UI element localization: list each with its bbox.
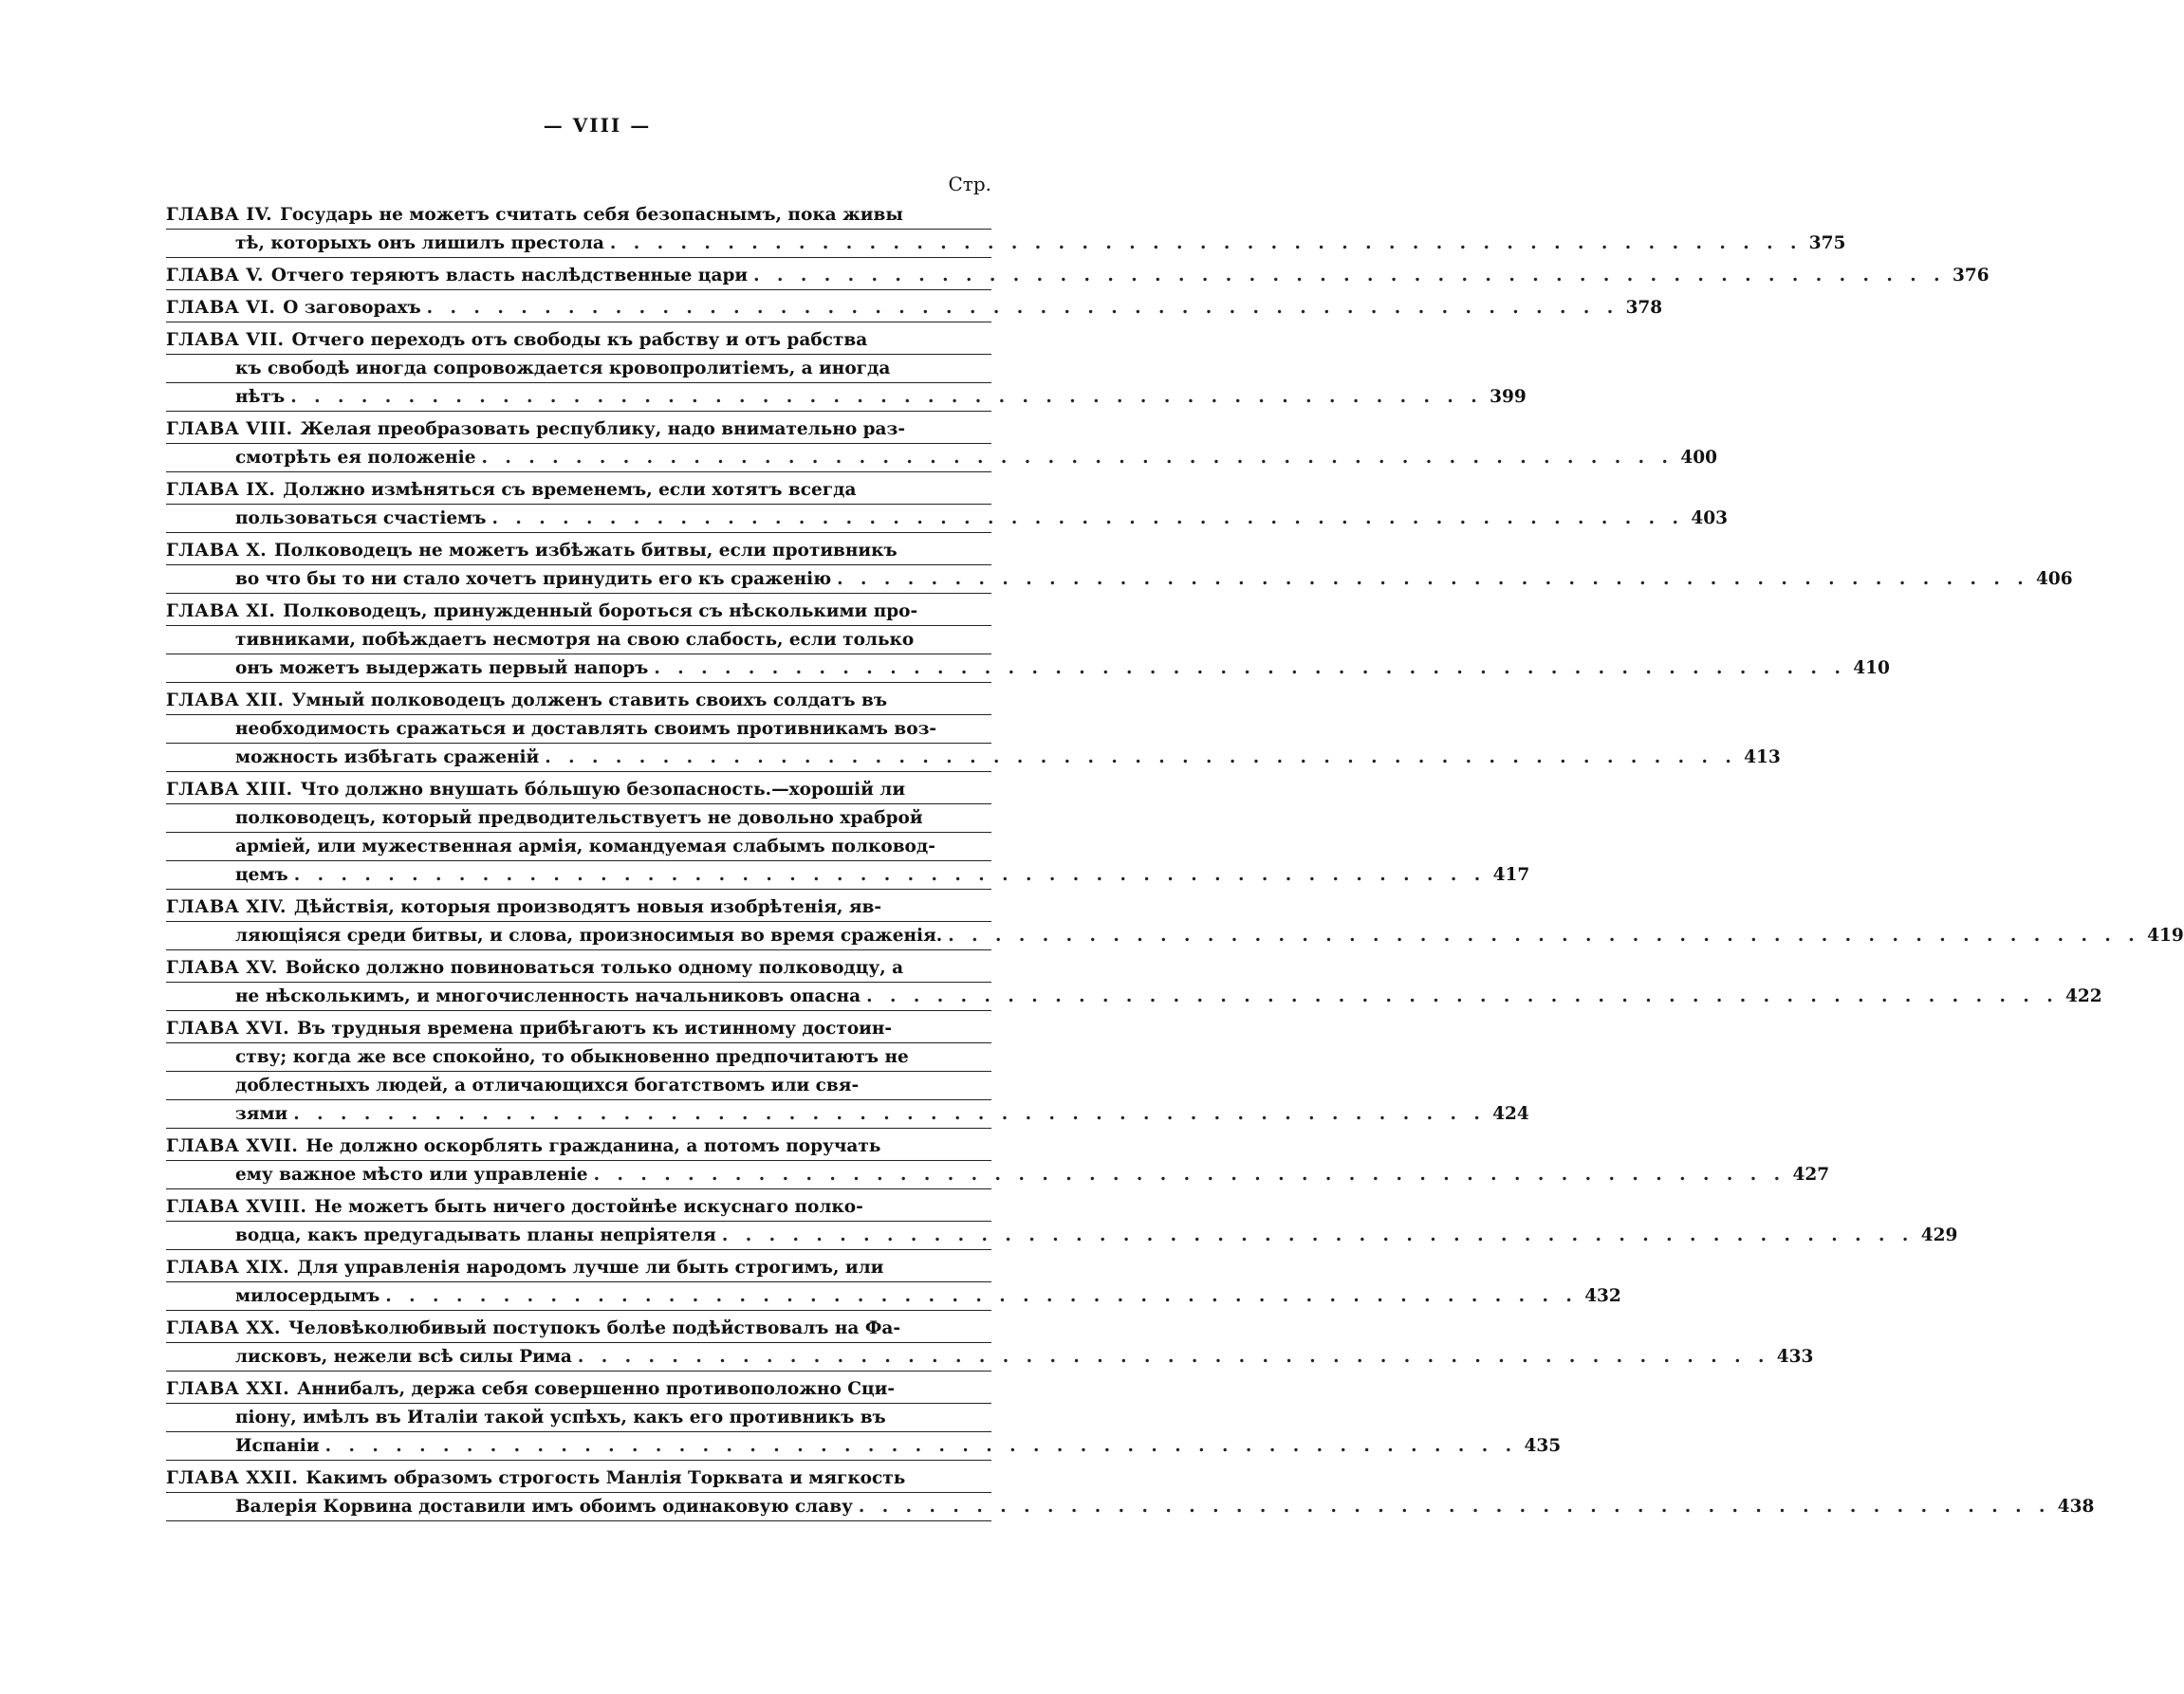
toc-entry-line — [166, 833, 991, 861]
toc-entry — [166, 201, 1846, 258]
toc-entry-line — [166, 1043, 991, 1072]
chapter-title-text: Испаніи — [235, 1436, 320, 1456]
dot-leader: . . . . . . . . . . . . . . . . . . . . . . . . . . . . . . . . . . . . . . . . . . . . . . . . . . . — [721, 1225, 1915, 1245]
toc-entry-line — [166, 744, 1781, 772]
table-of-contents — [166, 201, 2184, 1525]
chapter-label: ГЛАВА XVII. — [166, 1136, 299, 1156]
toc-entry-line — [166, 893, 991, 922]
dot-leader: . . . . . . . . . . . . . . . . . . . . . . . . . . . . . . . . . . . . . . . . . . . . . . . . . . . — [593, 1165, 1786, 1185]
page-ref: 419 — [2147, 926, 2184, 946]
page-ref: 378 — [1625, 298, 1663, 318]
toc-entry-line — [166, 565, 2073, 594]
page-ref: 403 — [1691, 508, 1728, 528]
chapter-label: ГЛАВА VIII. — [166, 419, 293, 439]
chapter-title-text: Полководецъ не можетъ избѣжать битвы, если противникъ — [274, 541, 898, 561]
chapter-title-text: Желая преобразовать республику, надо внимательно раз- — [300, 419, 906, 439]
toc-entry-line — [166, 922, 2184, 950]
chapter-title-text: доблестныхъ людей, а отличающихся богатствомъ или свя- — [235, 1076, 860, 1096]
page-ref: 406 — [2036, 569, 2073, 589]
page-ref: 399 — [1490, 387, 1527, 407]
chapter-title-text: Какимъ образомъ строгость Манлія Торквата и мягкость — [305, 1468, 906, 1488]
chapter-title-text: Человѣколюбивый поступокъ болѣе подѣйствовалъ на Фа- — [288, 1318, 901, 1338]
chapter-title-text: ству; когда же все спокойно, то обыкновенно предпочитаютъ не — [235, 1047, 909, 1067]
page-number: — VIII — — [543, 114, 652, 137]
toc-entry-line — [166, 1161, 1830, 1189]
toc-entry-line — [166, 1493, 2095, 1521]
chapter-title-text: Аннибалъ, держа себя совершенно противоположно Сци- — [297, 1379, 896, 1399]
toc-entry-line — [166, 776, 991, 804]
chapter-title-text: полководецъ, который предводительствуетъ не довольно храброй — [235, 808, 923, 828]
toc-entry — [166, 1193, 1958, 1250]
chapter-title-text: милосердымъ — [235, 1286, 380, 1306]
page-ref: 422 — [2065, 986, 2102, 1006]
toc-entry-line — [166, 326, 991, 355]
toc-entry — [166, 1254, 1621, 1311]
toc-entry — [166, 776, 1530, 890]
toc-entry-line — [166, 230, 1846, 258]
toc-entry-line — [166, 1464, 991, 1493]
chapter-label: ГЛАВА XII. — [166, 690, 285, 710]
chapter-label: ГЛАВА XIII. — [166, 780, 293, 800]
toc-entry — [166, 893, 2184, 950]
dot-leader: . . . . . . . . . . . . . . . . . . . . . . . . . . . . . . . . . . . . . . . . . . . . . . . . . . . — [577, 1347, 1770, 1367]
chapter-title-text: Умный полководецъ долженъ ставить своихъ солдатъ въ — [291, 690, 888, 710]
toc-entry-line — [166, 715, 991, 744]
dot-leader: . . . . . . . . . . . . . . . . . . . . . . . . . . . . . . . . . . . . . . . . . . . . . . . . . . . — [293, 865, 1487, 885]
dot-leader: . . . . . . . . . . . . . . . . . . . . . . . . . . . . . . . . . . . . . . . . . . . . . . . . . . . — [753, 266, 1946, 285]
toc-entry-line — [166, 1315, 991, 1343]
toc-entry-line — [166, 1282, 1621, 1311]
toc-entry-line — [166, 1343, 1814, 1372]
dot-leader: . . . . . . . . . . . . . . . . . . . . . . . . . . . . . . . . . . . . . . . . . . . . . . . . . . . — [481, 448, 1674, 468]
chapter-title-text: не нѣсколькимъ, и многочисленность начальниковъ опасна — [235, 986, 861, 1006]
chapter-title-text: Войско должно повиноваться только одному полководцу, а — [285, 958, 904, 978]
dot-leader: . . . . . . . . . . . . . . . . . . . . . . . . . . . . . . . . . . . . . . . . . . . . . . . . . . . — [426, 298, 1619, 318]
chapter-label: ГЛАВА IX. — [166, 480, 276, 500]
dot-leader: . . . . . . . . . . . . . . . . . . . . . . . . . . . . . . . . . . . . . . . . . . . . . . . . . . . — [858, 1497, 2051, 1517]
toc-entry — [166, 326, 1527, 412]
chapter-title-text: можность избѣгать сраженій — [235, 747, 540, 767]
toc-entry — [166, 1015, 1529, 1129]
chapter-title-text: Отчего теряютъ власть наслѣдственные цари — [270, 266, 749, 285]
chapter-label: ГЛАВА XVI. — [166, 1019, 290, 1039]
chapter-title-text: Для управленія народомъ лучше ли быть строгимъ, или — [297, 1258, 884, 1278]
page-ref: 435 — [1524, 1436, 1562, 1456]
toc-entry-line — [166, 1132, 991, 1161]
chapter-title-text: Полководецъ, принужденный бороться съ нѣсколькими про- — [283, 601, 918, 621]
chapter-title-text: Должно измѣняться съ временемъ, если хотятъ всегда — [283, 480, 857, 500]
chapter-title-text: тивниками, побѣждаетъ несмотря на свою слабость, если только — [235, 630, 915, 650]
toc-entry-line — [166, 687, 991, 715]
chapter-title-text: пользоваться счастіемъ — [235, 508, 487, 528]
chapter-title-text: Дѣйствія, которыя производятъ новыя изобрѣтенія, яв- — [293, 897, 882, 917]
toc-entry — [166, 262, 1990, 290]
chapter-title-text: необходимость сражаться и доставлять своимъ противникамъ воз- — [235, 719, 937, 739]
toc-entry-line — [166, 294, 1663, 322]
toc-entry-line — [166, 1222, 1958, 1250]
toc-entry — [166, 537, 2073, 594]
chapter-title-text: смотрѣть ея положеніе — [235, 448, 476, 468]
toc-entry — [166, 294, 1663, 322]
toc-entry-line — [166, 954, 991, 983]
toc-entry-line — [166, 505, 1728, 533]
page-ref: 410 — [1853, 658, 1890, 678]
toc-entry — [166, 687, 1781, 772]
chapter-title-text: водца, какъ предугадывать планы непріятеля — [235, 1225, 716, 1245]
dot-leader: . . . . . . . . . . . . . . . . . . . . . . . . . . . . . . . . . . . . . . . . . . . . . . . . . . . — [385, 1286, 1578, 1306]
chapter-label: ГЛАВА VII. — [166, 330, 285, 350]
dot-leader: . . . . . . . . . . . . . . . . . . . . . . . . . . . . . . . . . . . . . . . . . . . . . . . . . . . — [491, 508, 1684, 528]
toc-entry-line — [166, 1100, 1529, 1129]
toc-entry — [166, 1464, 2095, 1521]
chapter-label: ГЛАВА XIX. — [166, 1258, 290, 1278]
dot-leader: . . . . . . . . . . . . . . . . . . . . . . . . . . . . . . . . . . . . . . . . . . . . . . . . . . . — [609, 233, 1803, 253]
chapter-title-text: Отчего переходъ отъ свободы къ рабству и отъ рабства — [291, 330, 868, 350]
page-ref: 432 — [1584, 1286, 1621, 1306]
chapter-label: ГЛАВА XI. — [166, 601, 276, 621]
page-ref: 417 — [1492, 865, 1530, 885]
page-ref: 438 — [2057, 1497, 2095, 1517]
dot-leader: . . . . . . . . . . . . . . . . . . . . . . . . . . . . . . . . . . . . . . . . . . . . . . . . . . . — [837, 569, 2029, 589]
toc-entry-line — [166, 262, 1990, 290]
toc-entry-line — [166, 1254, 991, 1282]
toc-entry-line — [166, 444, 1717, 472]
page-ref: 429 — [1920, 1225, 1958, 1245]
chapter-title-text: къ свободѣ иногда сопровождается кровопролитіемъ, а иногда — [235, 359, 891, 378]
chapter-title-text: Что должно внушать бо́льшую безопасность.—хорошій ли — [300, 780, 906, 800]
dot-leader: . . . . . . . . . . . . . . . . . . . . . . . . . . . . . . . . . . . . . . . . . . . . . . . . . . . — [545, 747, 1737, 767]
chapter-label: ГЛАВА XX. — [166, 1318, 281, 1338]
chapter-title-text: піону, имѣлъ въ Италіи такой успѣхъ, какъ его противникъ въ — [235, 1408, 886, 1427]
chapter-label: ГЛАВА IV. — [166, 205, 273, 225]
dot-leader: . . . . . . . . . . . . . . . . . . . . . . . . . . . . . . . . . . . . . . . . . . . . . . . . . . . — [293, 1104, 1486, 1124]
page-column-header: Стр. — [948, 173, 991, 195]
chapter-label: ГЛАВА X. — [166, 541, 268, 561]
chapter-title-text: онъ можетъ выдержать первый напоръ — [235, 658, 649, 678]
page-ref: 433 — [1776, 1347, 1814, 1367]
toc-entry-line — [166, 201, 991, 230]
toc-entry-line — [166, 1375, 991, 1404]
chapter-title-text: тѣ, которыхъ онъ лишилъ престола — [235, 233, 604, 253]
page-ref: 413 — [1744, 747, 1781, 767]
chapter-title-text: лисковъ, нежели всѣ силы Рима — [235, 1347, 572, 1367]
dot-leader: . . . . . . . . . . . . . . . . . . . . . . . . . . . . . . . . . . . . . . . . . . . . . . . . . . . — [866, 986, 2059, 1006]
toc-entry-line — [166, 983, 2102, 1011]
toc-entry — [166, 954, 2102, 1011]
toc-entry-line — [166, 598, 991, 626]
chapter-title-text: зями — [235, 1104, 288, 1124]
chapter-title-text: нѣтъ — [235, 387, 286, 407]
toc-entry — [166, 1315, 1814, 1372]
chapter-title-text: во что бы то ни стало хочетъ принудить его къ сраженію — [235, 569, 832, 589]
dot-leader: . . . . . . . . . . . . . . . . . . . . . . . . . . . . . . . . . . . . . . . . . . . . . . . . . . . — [654, 658, 1846, 678]
page-ref: 376 — [1953, 266, 1990, 285]
chapter-label: ГЛАВА V. — [166, 266, 264, 285]
toc-entry-line — [166, 355, 991, 383]
toc-entry — [166, 1132, 1830, 1189]
dot-leader: . . . . . . . . . . . . . . . . . . . . . . . . . . . . . . . . . . . . . . . . . . . . . . . . . . . — [324, 1436, 1518, 1456]
dot-leader: . . . . . . . . . . . . . . . . . . . . . . . . . . . . . . . . . . . . . . . . . . . . . . . . . . . — [290, 387, 1483, 407]
chapter-label: ГЛАВА XV. — [166, 958, 278, 978]
page-ref: 375 — [1808, 233, 1846, 253]
chapter-title-text: ляющіяся среди битвы, и слова, произносимыя во время сраженія. — [235, 926, 943, 946]
toc-entry-line — [166, 383, 1527, 412]
chapter-label: ГЛАВА VI. — [166, 298, 276, 318]
toc-entry-line — [166, 626, 991, 654]
page-ref: 424 — [1492, 1104, 1529, 1124]
toc-entry — [166, 476, 1728, 533]
chapter-title-text: Не можетъ быть ничего достойнѣе искуснаго полко- — [314, 1197, 863, 1217]
chapter-title-text: цемъ — [235, 865, 288, 885]
chapter-title-text: ему важное мѣсто или управленіе — [235, 1165, 588, 1185]
chapter-title-text: Валерія Корвина доставили имъ обоимъ одинаковую славу — [235, 1497, 853, 1517]
toc-entry-line — [166, 1193, 991, 1222]
chapter-title-text: арміей, или мужественная армія, командуемая слабымъ полковод- — [235, 837, 935, 856]
chapter-label: ГЛАВА XIV. — [166, 897, 287, 917]
toc-entry-line — [166, 476, 991, 505]
toc-entry-line — [166, 654, 1890, 683]
toc-entry — [166, 598, 1890, 683]
chapter-label: ГЛАВА XXI. — [166, 1379, 290, 1399]
toc-entry-line — [166, 804, 991, 833]
toc-entry — [166, 415, 1717, 472]
toc-entry-line — [166, 1072, 991, 1100]
chapter-title-text: О заговорахъ — [283, 298, 421, 318]
page-ref: 427 — [1792, 1165, 1830, 1185]
toc-entry-line — [166, 861, 1530, 890]
toc-entry-line — [166, 1432, 1562, 1461]
toc-entry-line — [166, 415, 991, 444]
chapter-title-text: Государь не можетъ считать себя безопаснымъ, пока живы — [280, 205, 903, 225]
chapter-title-text: Въ трудныя времена прибѣгаютъ къ истинному достоин- — [297, 1019, 893, 1039]
toc-entry-line — [166, 537, 991, 565]
chapter-title-text: Не должно оскорблять гражданина, а потомъ поручать — [305, 1136, 881, 1156]
chapter-label: ГЛАВА XVIII. — [166, 1197, 307, 1217]
toc-entry-line — [166, 1404, 991, 1432]
dot-leader: . . . . . . . . . . . . . . . . . . . . . . . . . . . . . . . . . . . . . . . . . . . . . . . . . . . — [948, 926, 2140, 946]
toc-entry-line — [166, 1015, 991, 1043]
page-ref: 400 — [1680, 448, 1717, 468]
chapter-label: ГЛАВА XXII. — [166, 1468, 299, 1488]
toc-entry — [166, 1375, 1562, 1461]
